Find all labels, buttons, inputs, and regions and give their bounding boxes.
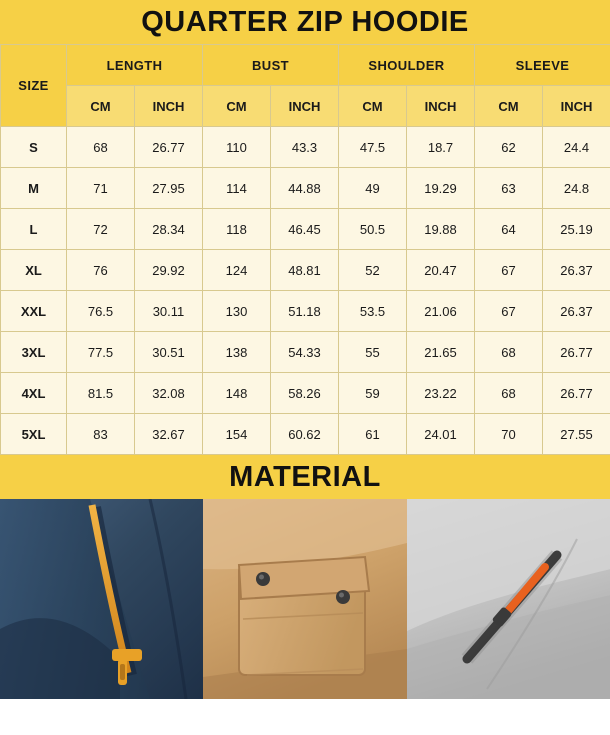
row-size-label: S (1, 127, 67, 168)
cell-shoulder-inch: 23.22 (407, 373, 475, 414)
cell-bust-inch: 60.62 (271, 414, 339, 455)
cell-shoulder-cm: 50.5 (339, 209, 407, 250)
cell-length-cm: 76.5 (67, 291, 135, 332)
unit-header-bust-inch: INCH (271, 86, 339, 127)
cell-shoulder-inch: 21.06 (407, 291, 475, 332)
cell-shoulder-inch: 18.7 (407, 127, 475, 168)
row-size-label: 3XL (1, 332, 67, 373)
cell-length-inch: 32.67 (135, 414, 203, 455)
cell-sleeve-cm: 63 (475, 168, 543, 209)
cell-length-inch: 29.92 (135, 250, 203, 291)
cell-sleeve-cm: 70 (475, 414, 543, 455)
cell-shoulder-cm: 52 (339, 250, 407, 291)
cell-shoulder-inch: 20.47 (407, 250, 475, 291)
row-size-label: XL (1, 250, 67, 291)
cell-sleeve-inch: 24.8 (543, 168, 610, 209)
cell-sleeve-inch: 26.77 (543, 332, 610, 373)
row-size-label: M (1, 168, 67, 209)
unit-header-length-cm: CM (67, 86, 135, 127)
grey-zipper-pocket-photo (407, 499, 610, 699)
header-length: LENGTH (67, 45, 203, 86)
group-header-row (1, 45, 610, 86)
cell-length-cm: 83 (67, 414, 135, 455)
unit-header-row (1, 86, 610, 127)
cell-shoulder-cm: 53.5 (339, 291, 407, 332)
cell-sleeve-inch: 26.37 (543, 291, 610, 332)
cell-length-inch: 32.08 (135, 373, 203, 414)
unit-header-bust-cm: CM (203, 86, 271, 127)
header-sleeve: SLEEVE (475, 45, 610, 86)
cell-length-inch: 27.95 (135, 168, 203, 209)
table-row (1, 127, 610, 168)
header-bust: BUST (203, 45, 339, 86)
cell-bust-inch: 54.33 (271, 332, 339, 373)
cell-length-inch: 30.11 (135, 291, 203, 332)
unit-header-sleeve-inch: INCH (543, 86, 610, 127)
cell-bust-cm: 124 (203, 250, 271, 291)
cell-sleeve-cm: 62 (475, 127, 543, 168)
cell-sleeve-inch: 24.4 (543, 127, 610, 168)
table-body (1, 127, 610, 455)
navy-pocket-zipper-photo (0, 499, 203, 699)
table-row (1, 209, 610, 250)
cell-bust-cm: 138 (203, 332, 271, 373)
row-size-label: 5XL (1, 414, 67, 455)
unit-header-shoulder-inch: INCH (407, 86, 475, 127)
cell-shoulder-inch: 19.29 (407, 168, 475, 209)
cell-length-cm: 77.5 (67, 332, 135, 373)
unit-header-shoulder-cm: CM (339, 86, 407, 127)
size-chart-table (0, 44, 610, 455)
cell-shoulder-cm: 55 (339, 332, 407, 373)
cell-bust-inch: 43.3 (271, 127, 339, 168)
row-size-label: XXL (1, 291, 67, 332)
row-size-label: 4XL (1, 373, 67, 414)
cell-length-cm: 76 (67, 250, 135, 291)
row-size-label: L (1, 209, 67, 250)
cell-sleeve-inch: 26.37 (543, 250, 610, 291)
cell-length-cm: 68 (67, 127, 135, 168)
unit-header-sleeve-cm: CM (475, 86, 543, 127)
cell-sleeve-inch: 26.77 (543, 373, 610, 414)
cell-bust-inch: 48.81 (271, 250, 339, 291)
cell-bust-cm: 118 (203, 209, 271, 250)
cell-sleeve-cm: 67 (475, 291, 543, 332)
table-row (1, 250, 610, 291)
material-section-title: MATERIAL (0, 455, 610, 499)
cell-sleeve-cm: 68 (475, 373, 543, 414)
cell-bust-inch: 44.88 (271, 168, 339, 209)
khaki-cargo-pocket-photo (203, 499, 406, 699)
table-row (1, 414, 610, 455)
cell-bust-cm: 110 (203, 127, 271, 168)
table-row (1, 291, 610, 332)
cell-bust-cm: 154 (203, 414, 271, 455)
table-row (1, 332, 610, 373)
cell-bust-inch: 58.26 (271, 373, 339, 414)
cell-sleeve-cm: 64 (475, 209, 543, 250)
cell-shoulder-cm: 61 (339, 414, 407, 455)
unit-header-length-inch: INCH (135, 86, 203, 127)
cell-shoulder-inch: 24.01 (407, 414, 475, 455)
cell-length-inch: 30.51 (135, 332, 203, 373)
cell-length-cm: 72 (67, 209, 135, 250)
cell-shoulder-cm: 59 (339, 373, 407, 414)
cell-sleeve-inch: 25.19 (543, 209, 610, 250)
cell-shoulder-cm: 49 (339, 168, 407, 209)
cell-length-inch: 28.34 (135, 209, 203, 250)
cell-sleeve-cm: 67 (475, 250, 543, 291)
cell-bust-cm: 130 (203, 291, 271, 332)
cell-length-cm: 71 (67, 168, 135, 209)
header-shoulder: SHOULDER (339, 45, 475, 86)
cell-length-cm: 81.5 (67, 373, 135, 414)
table-row (1, 373, 610, 414)
table-header (1, 45, 610, 127)
cell-length-inch: 26.77 (135, 127, 203, 168)
cell-shoulder-inch: 19.88 (407, 209, 475, 250)
cell-shoulder-inch: 21.65 (407, 332, 475, 373)
header-size: SIZE (1, 45, 67, 127)
cell-bust-inch: 46.45 (271, 209, 339, 250)
cell-bust-inch: 51.18 (271, 291, 339, 332)
cell-bust-cm: 148 (203, 373, 271, 414)
cell-sleeve-inch: 27.55 (543, 414, 610, 455)
material-photo-strip (0, 499, 610, 699)
cell-bust-cm: 114 (203, 168, 271, 209)
cell-sleeve-cm: 68 (475, 332, 543, 373)
table-row (1, 168, 610, 209)
page-title: QUARTER ZIP HOODIE (0, 0, 610, 44)
cell-shoulder-cm: 47.5 (339, 127, 407, 168)
